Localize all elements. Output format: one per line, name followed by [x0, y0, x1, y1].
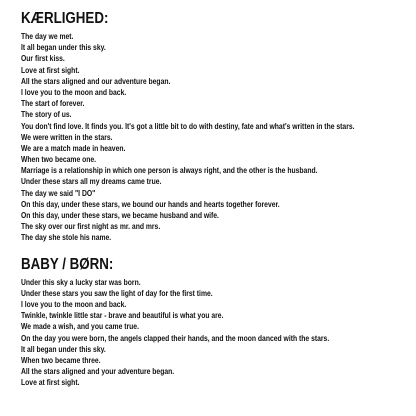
phrase-line: It all began under this sky. — [21, 42, 106, 53]
phrase-line: We are a match made in heaven. — [21, 142, 126, 153]
phrase-line: The story of us. — [21, 109, 72, 120]
phrase-line: Under these stars all my dreams came true. — [21, 176, 162, 187]
section-kaerlighed — [21, 11, 406, 244]
section-heading: BABY / BØRN: — [21, 255, 114, 273]
section-heading: KÆRLIGHED: — [21, 10, 109, 27]
phrase-line: I love you to the moon and back. — [21, 298, 127, 309]
phrase-line: You don't find love. It finds you. It's got a little bit to do with destiny, fate and what's written in the stars. — [21, 120, 355, 131]
phrase-line: We made a wish, and you came true. — [21, 321, 139, 332]
section-baby-born — [21, 257, 406, 389]
phrase-line: The day we met. — [21, 31, 74, 41]
phrase-line: All the stars aligned and your adventure began. — [21, 366, 175, 377]
phrase-line: I love you to the moon and back. — [21, 86, 127, 97]
phrase-line: All the stars aligned and our adventure began. — [21, 75, 171, 86]
phrase-line: Under this sky a lucky star was born. — [21, 276, 141, 287]
phrase-line: We were written in the stars. — [21, 131, 113, 142]
phrase-line: On this day, under these stars, we became husband and wife. — [21, 210, 219, 220]
phrase-list — [21, 277, 406, 389]
phrase-line: Twinkle, twinkle little star - brave and beautiful is what you are. — [21, 310, 224, 321]
phrase-line: When two became three. — [21, 354, 101, 365]
phrase-line: Marriage is a relationship in which one person is always right, and the other is the husband. — [21, 165, 318, 176]
phrase-line: On the day you were born, the angels clapped their hands, and the moon danced with the stars. — [21, 332, 330, 343]
phrase-line: Our first kiss. — [21, 53, 65, 64]
phrase-line: Under these stars you saw the light of day for the first time. — [21, 287, 213, 298]
phrase-line: It all began under this sky. — [21, 343, 106, 354]
phrase-line: The day we said "I DO" — [21, 187, 96, 198]
phrase-line: When two became one. — [21, 154, 97, 165]
phrase-line: Love at first sight. — [21, 377, 80, 388]
phrase-line: On this day, under these stars, we bound our hands and hearts together forever. — [21, 198, 280, 209]
phrase-line: The sky over our first night as mr. and mrs. — [21, 221, 161, 232]
phrase-list — [21, 31, 406, 244]
phrase-line: Love at first sight. — [21, 64, 80, 75]
phrase-line: The day she stole his name. — [21, 232, 112, 243]
phrase-line: The start of forever. — [21, 98, 85, 109]
document-page — [21, 11, 406, 388]
